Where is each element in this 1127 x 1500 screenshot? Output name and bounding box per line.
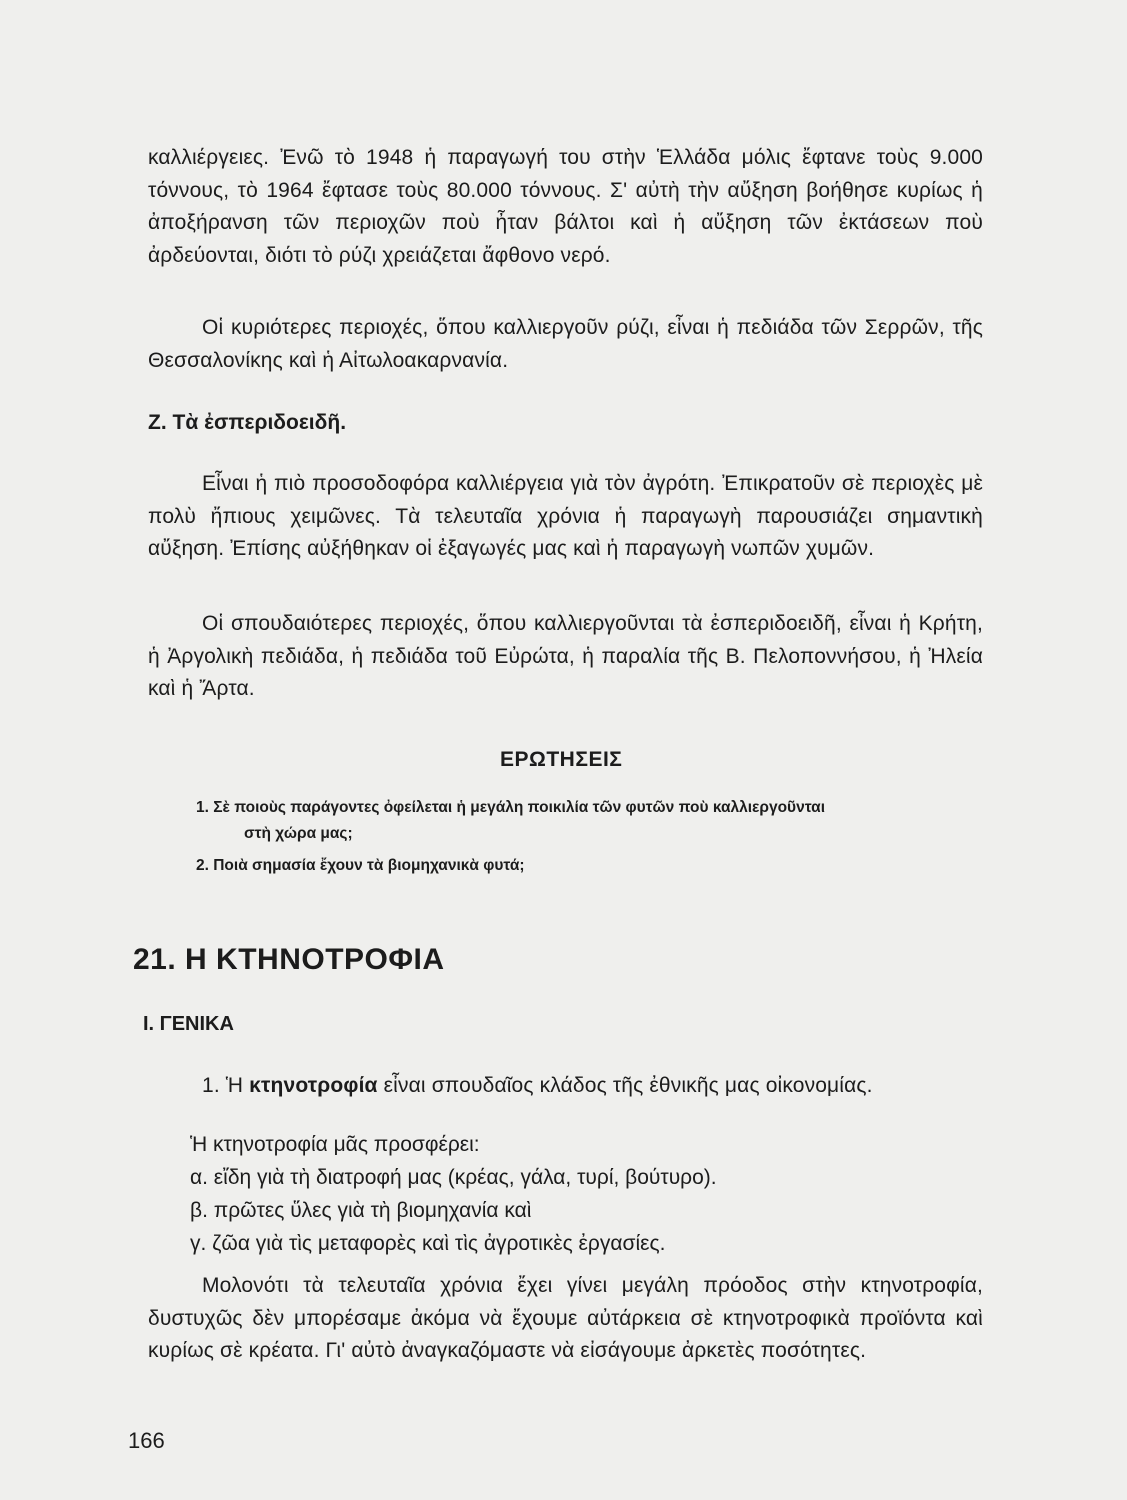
livestock-offerings: [190, 1128, 980, 1260]
paragraph-rice-production: καλλιέργειες. Ἐνῶ τὸ 1948 ἡ παραγωγή του στὴν Ἑλλάδα μόλις ἔφτανε τοὺς 9.000 τόννους, τὸ 1964 ἔφτασε τοὺς 80.000 τόννους. Σ' αὐτὴ τὴν αὔξηση βοήθησε κυρίως ἡ ἀποξήρανση τῶν περιοχῶν ποὺ ἦταν βάλτοι καὶ ἡ αὔξηση τῶν ἐκτάσεων ποὺ ἀρδεύονται, διότι τὸ ρύζι χρειάζεται ἄφθονο νερό.: [148, 146, 983, 267]
questions-heading: ΕΡΩΤΗΣΕΙΣ: [500, 748, 623, 771]
chapter-title: 21. Η ΚΤΗΝΟΤΡΟΦΙΑ: [133, 943, 445, 976]
list-intro: Ἡ κτηνοτροφία μᾶς προσφέρει:: [190, 1133, 480, 1156]
keyword-livestock: κτηνοτροφία: [249, 1074, 378, 1097]
page-number: 166: [128, 1428, 165, 1453]
list-item: β. πρῶτες ὕλες γιὰ τὴ βιομηχανία καὶ: [190, 1199, 532, 1222]
question-1-line-2: στὴ χώρα μας;: [244, 825, 353, 842]
paragraph-livestock-progress: Μολονότι τὰ τελευταῖα χρόνια ἔχει γίνει μεγάλη πρόοδος στὴν κτηνοτροφία, δυστυχῶς δὲν μπορέσαμε ἀκόμα νὰ ἔχουμε αὐτάρκεια σὲ κτηνοτροφικὰ προϊόντα καὶ κυρίως σὲ κρέατα. Γι' αὐτὸ ἀναγκαζόμαστε νὰ εἰσάγουμε ἀρκετὲς ποσότητες.: [148, 1274, 983, 1362]
question-item: [196, 853, 986, 879]
paragraph-livestock-text: εἶναι σπουδαῖος κλάδος τῆς ἐθνικῆς μας οἰκονομίας.: [383, 1074, 873, 1097]
section-heading-citrus: Ζ. Τὰ ἐσπεριδοειδῆ.: [148, 411, 347, 434]
questions-list: [196, 795, 986, 879]
question-2-text: 2. Ποιὰ σημασία ἔχουν τὰ βιομηχανικὰ φυτά;: [196, 857, 525, 874]
paragraph-citrus-regions: Οἱ σπουδαιότερες περιοχές, ὅπου καλλιεργοῦνται τὰ ἐσπεριδοειδῆ, εἶναι ἡ Κρήτη, ἡ Ἀργολικὴ πεδιάδα, ἡ πεδιάδα τοῦ Εὐρώτα, ἡ παραλία τῆς Β. Πελοποννήσου, ἡ Ἠλεία καὶ ἡ Ἄρτα.: [148, 612, 983, 700]
paragraph-rice-regions: Οἱ κυριότερες περιοχές, ὅπου καλλιεργοῦν ρύζι, εἶναι ἡ πεδιάδα τῶν Σερρῶν, τῆς Θεσσαλονίκης καὶ ἡ Αἰτωλοακαρνανία.: [148, 316, 983, 372]
subsection-title: Ι. ΓΕΝΙΚΑ: [143, 1013, 234, 1035]
list-item: γ. ζῶα γιὰ τὶς μεταφορὲς καὶ τὶς ἀγροτικὲς ἐργασίες.: [190, 1232, 666, 1255]
question-item: [196, 795, 986, 847]
question-1-line-1: 1. Σὲ ποιοὺς παράγοντες ὀφείλεται ἡ μεγάλη ποικιλία τῶν φυτῶν ποὺ καλλιεργοῦνται: [196, 799, 826, 816]
list-item: α. εἴδη γιὰ τὴ διατροφή μας (κρέας, γάλα, τυρί, βούτυρο).: [190, 1166, 717, 1189]
paragraph-livestock-intro: [148, 1070, 983, 1103]
paragraph-citrus-profit: Εἶναι ἡ πιὸ προσοδοφόρα καλλιέργεια γιὰ τὸν ἀγρότη. Ἐπικρατοῦν σὲ περιοχὲς μὲ πολὺ ἤπιους χειμῶνες. Τὰ τελευταῖα χρόνια ἡ παραγωγὴ παρουσιάζει σημαντικὴ αὔξηση. Ἐπίσης αὐξήθηκαν οἱ ἐξαγωγές μας καὶ ἡ παραγωγὴ νωπῶν χυμῶν.: [148, 472, 983, 560]
paragraph-number: 1. Ἡ: [202, 1074, 244, 1097]
